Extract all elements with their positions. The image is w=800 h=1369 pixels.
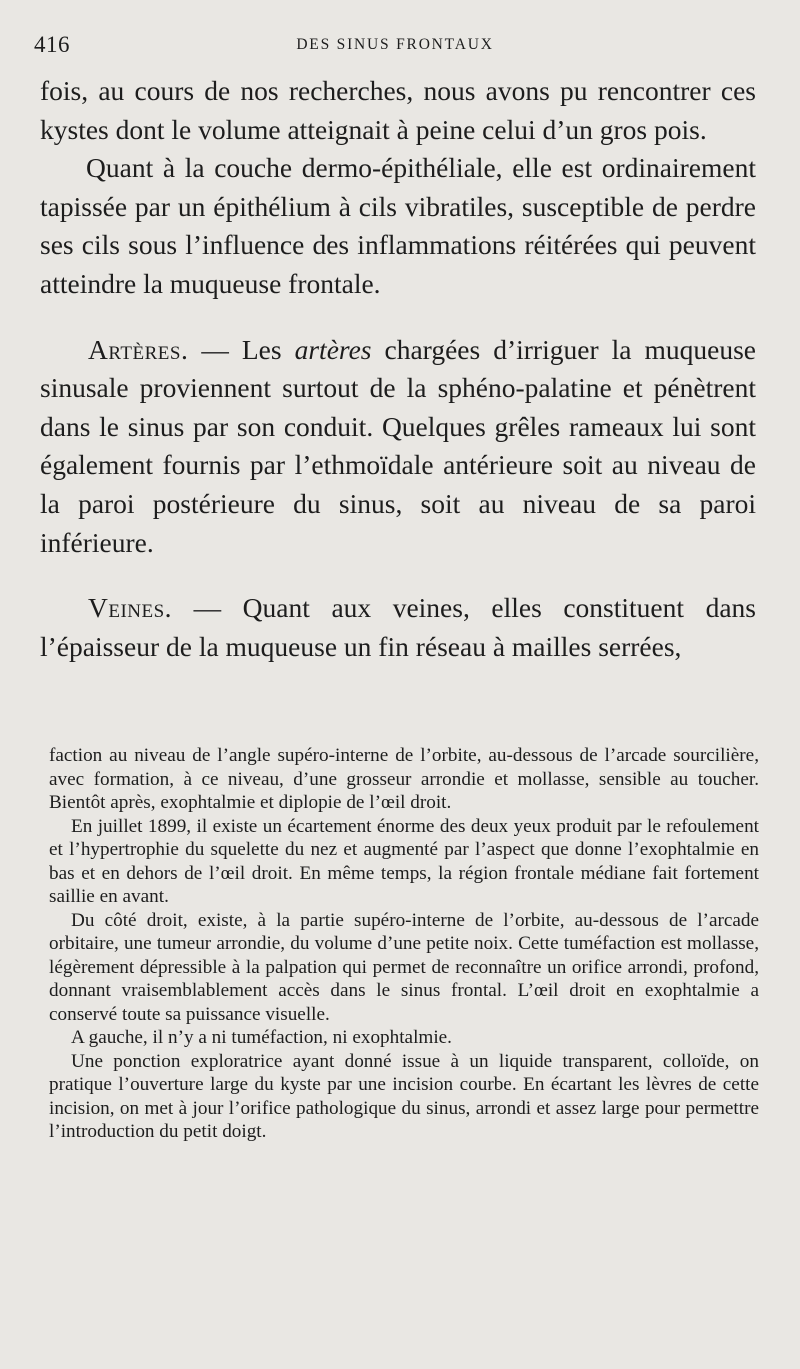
section-veines — [40, 589, 756, 666]
veines-text: — Quant aux veines, elles constituent dans l’épaisseur de la muqueuse un fin réseau à mailles serrées, — [40, 592, 756, 662]
footnote-paragraph: A gauche, il n’y a ni tuméfaction, ni exophtalmie. — [71, 1027, 452, 1048]
section-heading-veines: Veines. — [88, 592, 173, 624]
main-text — [40, 72, 756, 666]
footnote-block — [49, 744, 759, 1144]
footnote-paragraph: Du côté droit, existe, à la partie supéro-interne de l’orbite, au-dessous de l’arcade orbitaire, une tumeur arrondie, du volume d’une petite noix. Cette tuméfaction est mollasse, légèrement dépressible à la palpation qui permet de reconnaître un orifice arrondi, profond, donnant vraisemblablement accès dans le sinus frontal. L’œil droit en exophtalmie a conservé toute sa puissance visuelle. — [49, 909, 759, 1025]
running-title: DES SINUS FRONTAUX — [296, 36, 494, 53]
paragraph-continuation: fois, au cours de nos recherches, nous avons pu rencontrer ces kystes dont le volume atteignait à peine celui d’un gros pois. — [40, 75, 756, 145]
arteres-text: chargées d’irriguer la muqueuse sinusale proviennent surtout de la sphéno-palatine et pénètrent dans le sinus par son conduit. Quelques grêles rameaux lui sont également fournis par l’ethmoïdale antérieure soit au niveau de la paroi postérieure du sinus, soit au niveau de sa paroi inférieure. — [40, 333, 756, 558]
section-arteres — [40, 331, 756, 563]
page-number: 416 — [34, 32, 70, 57]
arteres-italic-term: artères — [294, 333, 372, 365]
footnote-paragraph: En juillet 1899, il existe un écartement énorme des deux yeux produit par le refoulement et l’hypertrophie du squelette du nez et augmenté par l’aspect que donne l’exophtalmie en bas et en dehors de l’œil droit. En même temps, la région frontale médiane fait fortement saillie en avant. — [49, 815, 759, 907]
paragraph-dermo-epitheliale: Quant à la couche dermo-épithéliale, elle est ordinairement tapissée par un épithélium à cils vibratiles, susceptible de perdre ses cils sous l’influence des inflammations réitérées qui peuvent atteindre la muqueuse frontale. — [40, 152, 756, 299]
footnote-paragraph: Une ponction exploratrice ayant donné issue à un liquide transparent, colloïde, on pratique l’ouverture large du kyste par une incision courbe. En écartant les lèvres de cette incision, on met à jour l’orifice pathologique du sinus, arrondi et assez large pour permettre l’introduction du petit doigt. — [49, 1050, 759, 1142]
footnote-paragraph: faction au niveau de l’angle supéro-interne de l’orbite, au-dessous de l’arcade sourcilière, avec formation, à ce niveau, d’une grosseur arrondie et mollasse, sensible au toucher. Bientôt après, exophtalmie et diplopie de l’œil droit. — [49, 745, 759, 813]
section-heading-arteres: Artères. — [88, 333, 189, 365]
page-header — [34, 30, 756, 60]
arteres-dash: — Les — [188, 333, 295, 365]
